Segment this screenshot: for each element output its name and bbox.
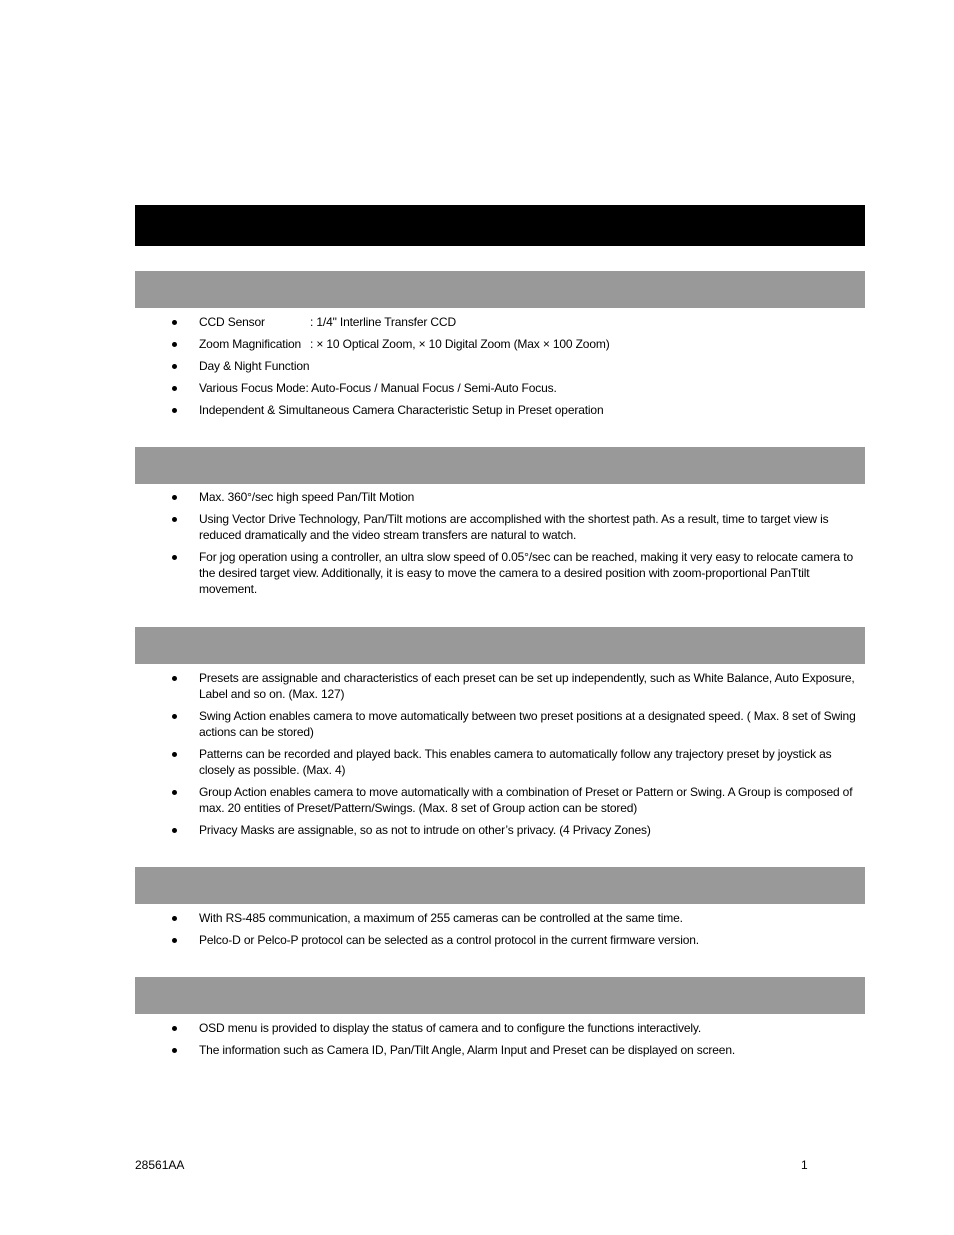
list-item: Using Vector Drive Technology, Pan/Tilt motions are accomplished with the shortest path. As a result, time to target view is reduced dramatically and the video stream transfers are natural to watch. bbox=[135, 511, 865, 543]
bullet-icon bbox=[172, 408, 177, 413]
bullet-icon bbox=[172, 364, 177, 369]
bullet-icon bbox=[172, 938, 177, 943]
bullet-icon bbox=[172, 1048, 177, 1053]
list-item: Pelco-D or Pelco-P protocol can be selected as a control protocol in the current firmware version. bbox=[135, 932, 865, 948]
document-number: 28561AA bbox=[135, 1158, 185, 1172]
osd-feature-list bbox=[135, 1020, 865, 1064]
bullet-icon bbox=[172, 386, 177, 391]
list-item: Max. 360°/sec high speed Pan/Tilt Motion bbox=[135, 489, 865, 505]
list-item: The information such as Camera ID, Pan/Tilt Angle, Alarm Input and Preset can be displayed on screen. bbox=[135, 1042, 865, 1058]
title-bar bbox=[135, 205, 865, 246]
section-header-camera bbox=[135, 271, 865, 308]
list-item: With RS-485 communication, a maximum of 255 cameras can be controlled at the same time. bbox=[135, 910, 865, 926]
page-number: 1 bbox=[801, 1158, 808, 1172]
camera-feature-list bbox=[135, 314, 865, 424]
bullet-icon bbox=[172, 1026, 177, 1031]
bullet-icon bbox=[172, 790, 177, 795]
bullet-icon bbox=[172, 320, 177, 325]
list-item: Group Action enables camera to move automatically with a combination of Preset or Pattern or Swing. A Group is composed of max. 20 entities of Preset/Pattern/Swings. (Max. 8 set of Group action can be stored) bbox=[135, 784, 865, 816]
bullet-icon bbox=[172, 714, 177, 719]
bullet-icon bbox=[172, 517, 177, 522]
list-item: Patterns can be recorded and played back. This enables camera to automatically follow any trajectory preset by joystick as closely as possible. (Max. 4) bbox=[135, 746, 865, 778]
list-item: For jog operation using a controller, an ultra slow speed of 0.05°/sec can be reached, making it very easy to relocate camera to the desired target view. Additionally, it is easy to move the camera to a desired position with zoom-proportional PanTtilt movement. bbox=[135, 549, 865, 597]
list-item: OSD menu is provided to display the status of camera and to configure the functions interactively. bbox=[135, 1020, 865, 1036]
section-header-functions bbox=[135, 627, 865, 664]
communication-feature-list bbox=[135, 910, 865, 954]
list-item: Independent & Simultaneous Camera Characteristic Setup in Preset operation bbox=[135, 402, 865, 418]
section-header-osd bbox=[135, 977, 865, 1014]
list-item: Swing Action enables camera to move automatically between two preset positions at a designated speed. ( Max. 8 set of Swing actions can be stored) bbox=[135, 708, 865, 740]
bullet-icon bbox=[172, 752, 177, 757]
functions-feature-list bbox=[135, 670, 865, 844]
section-header-pan-tilt bbox=[135, 447, 865, 484]
pan-tilt-feature-list bbox=[135, 489, 865, 603]
bullet-icon bbox=[172, 916, 177, 921]
list-item: Zoom Magnification : × 10 Optical Zoom, × 10 Digital Zoom (Max × 100 Zoom) bbox=[135, 336, 865, 352]
section-header-communication bbox=[135, 867, 865, 904]
bullet-icon bbox=[172, 555, 177, 560]
bullet-icon bbox=[172, 342, 177, 347]
bullet-icon bbox=[172, 676, 177, 681]
list-item: Presets are assignable and characteristics of each preset can be set up independently, such as White Balance, Auto Exposure, Label and so on. (Max. 127) bbox=[135, 670, 865, 702]
list-item: Privacy Masks are assignable, so as not to intrude on other’s privacy. (4 Privacy Zones) bbox=[135, 822, 865, 838]
bullet-icon bbox=[172, 495, 177, 500]
list-item: Day & Night Function bbox=[135, 358, 865, 374]
bullet-icon bbox=[172, 828, 177, 833]
list-item: Various Focus Mode: Auto-Focus / Manual Focus / Semi-Auto Focus. bbox=[135, 380, 865, 396]
list-item: CCD Sensor : 1/4" Interline Transfer CCD bbox=[135, 314, 865, 330]
